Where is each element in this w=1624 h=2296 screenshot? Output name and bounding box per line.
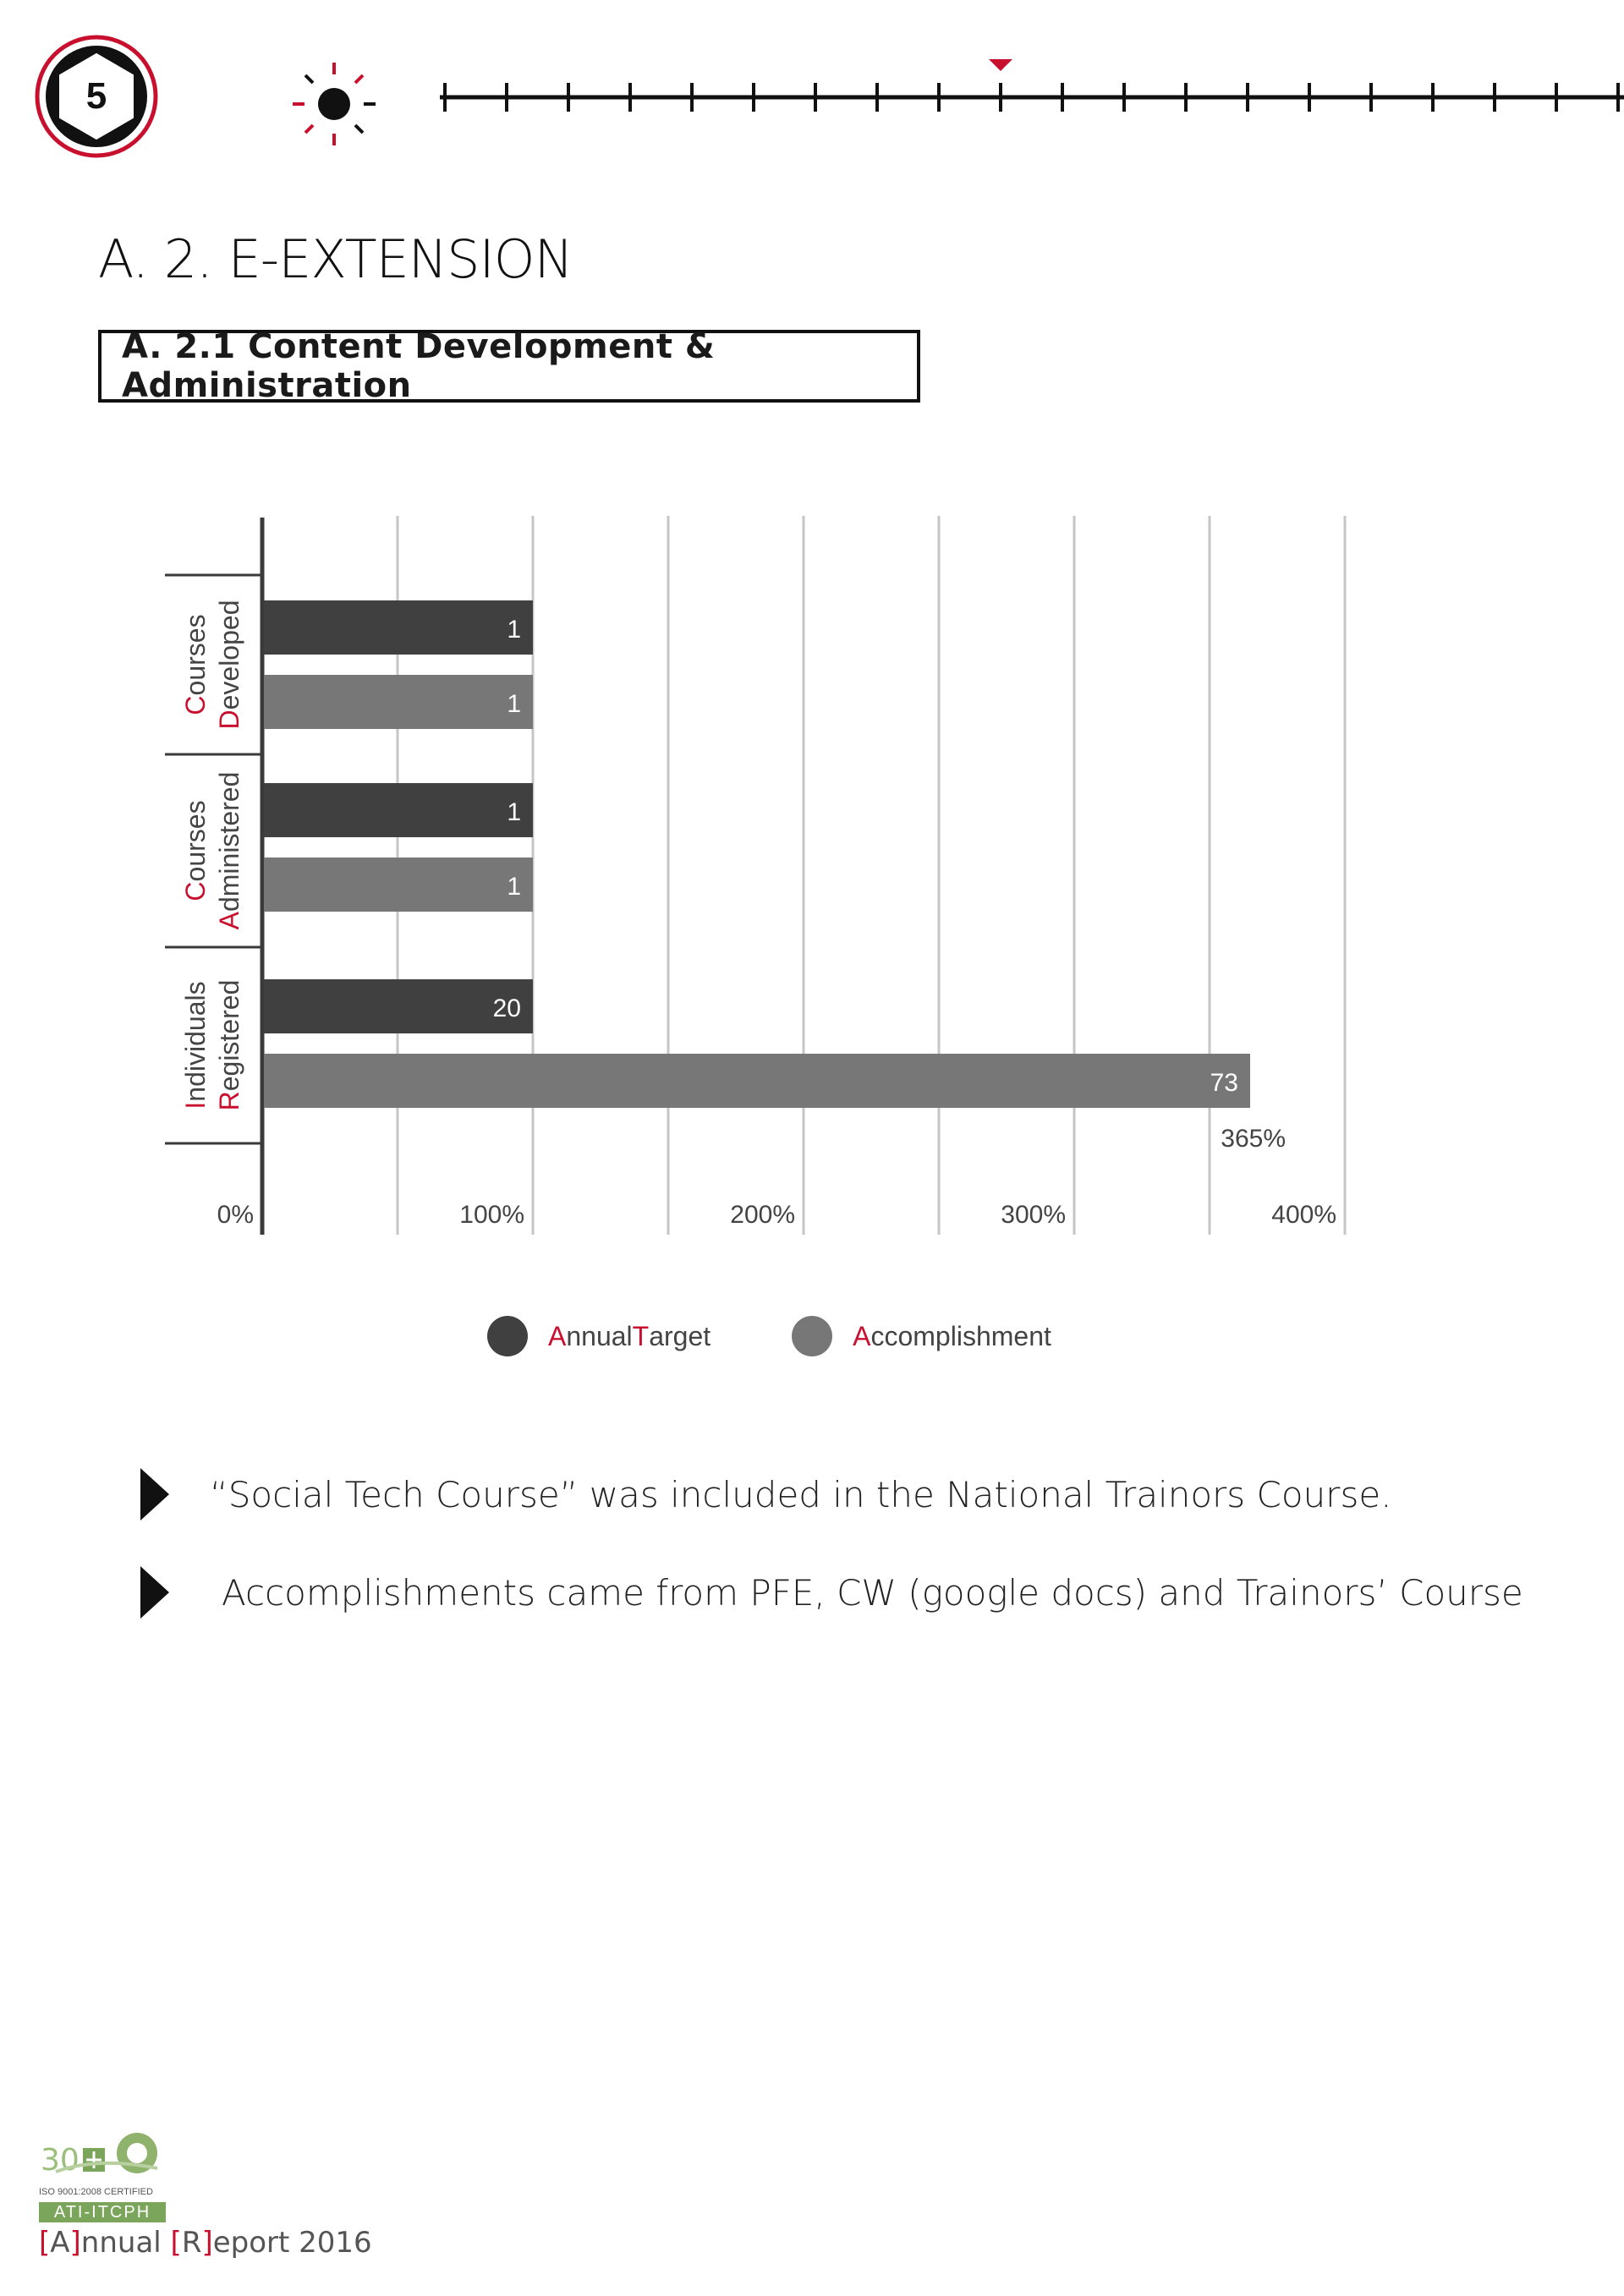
- tick-label: 0%: [217, 1201, 254, 1229]
- bar: [264, 675, 533, 729]
- category-initial: R: [214, 1091, 244, 1111]
- note-text: Accomplishments came from PFE, CW (google docs) and Trainors’ Course: [222, 1571, 1523, 1614]
- category-label: [180, 600, 244, 730]
- tick-label: 100%: [459, 1201, 524, 1229]
- timeline-ruler: [440, 51, 1624, 127]
- legend-dot-annual-target: [487, 1316, 528, 1356]
- subsection-title: A. 2.1 Content Development & Administration: [122, 327, 716, 405]
- category-label-line: [180, 800, 211, 901]
- svg-text:30: 30: [41, 2143, 80, 2178]
- category-text: ndividuals: [180, 981, 211, 1102]
- legend-item-annual-target: [487, 1316, 710, 1356]
- page-number-badge: [34, 34, 159, 159]
- bar: [264, 600, 533, 655]
- tick-label: 200%: [730, 1201, 795, 1229]
- legend-text: nnual: [566, 1320, 633, 1351]
- report-initial: A: [50, 2226, 70, 2260]
- category-text: ourses: [180, 800, 211, 882]
- category-initial: C: [180, 695, 211, 715]
- annotation-label: 365%: [1221, 1125, 1286, 1153]
- data-label: 1: [507, 873, 521, 901]
- page-number: 5: [85, 75, 107, 117]
- note-item: [140, 1468, 1392, 1521]
- footer-logo: [39, 2131, 174, 2241]
- annual-report-label: [39, 2226, 372, 2260]
- category-text: dministered: [214, 771, 244, 912]
- bar: [264, 1054, 1250, 1108]
- subsection-box: [98, 327, 920, 405]
- bracket-glyph: ]: [201, 2226, 213, 2260]
- triangle-bullet-icon: [140, 1566, 169, 1619]
- category-label: [180, 980, 244, 1111]
- category-label-line: [180, 614, 211, 715]
- bar-chart: [0, 490, 1624, 1438]
- category-label-line: [214, 772, 244, 930]
- data-label: 1: [507, 798, 521, 826]
- category-text: eveloped: [214, 600, 244, 710]
- bracket-glyph: ]: [69, 2226, 81, 2260]
- legend-text: arget: [649, 1320, 711, 1351]
- category-text: ourses: [180, 614, 211, 696]
- legend-dot-accomplishment: [792, 1316, 832, 1356]
- category-label-line: [180, 981, 211, 1109]
- legend-item-accomplishment: [792, 1316, 1051, 1356]
- legend-text: ccomplishment: [870, 1320, 1051, 1351]
- bar: [264, 783, 533, 837]
- chart-legend: [487, 1316, 1051, 1356]
- category-label-line: [214, 980, 244, 1111]
- category-initial: C: [180, 881, 211, 901]
- bar: [264, 858, 533, 912]
- data-label: 1: [507, 616, 521, 644]
- org-badge: ATI-ITCPH: [39, 2202, 166, 2222]
- sun-icon: [288, 58, 381, 151]
- category-initial: D: [214, 710, 244, 730]
- legend-initial: A: [548, 1320, 567, 1351]
- triangle-bullet-icon: [140, 1468, 169, 1521]
- category-initial: A: [214, 912, 244, 930]
- category-initial: I: [180, 1101, 211, 1110]
- category-label-line: [214, 600, 244, 730]
- legend-initial: T: [632, 1320, 650, 1351]
- report-initial: R: [181, 2226, 202, 2260]
- section-title: A. 2. E-EXTENSION: [98, 228, 573, 290]
- iso-text: ISO 9001:2008 CERTIFIED: [39, 2187, 153, 2197]
- legend-initial: A: [853, 1320, 871, 1351]
- category-label: [180, 772, 244, 930]
- timeline-marker-icon: [989, 59, 1012, 71]
- data-label: 1: [507, 690, 521, 718]
- note-text: “Social Tech Course” was included in the National Trainors Course.: [210, 1473, 1392, 1515]
- bracket-glyph: [: [170, 2226, 182, 2260]
- data-label: 73: [1210, 1069, 1238, 1097]
- data-label: 20: [492, 995, 521, 1022]
- note-item: [140, 1566, 1523, 1619]
- report-text: nnual: [80, 2226, 171, 2260]
- bracket-glyph: [: [39, 2226, 51, 2260]
- tick-label: 400%: [1271, 1201, 1336, 1229]
- tick-label: 300%: [1001, 1201, 1066, 1229]
- category-text: egistered: [214, 979, 244, 1092]
- report-text: eport 2016: [212, 2226, 372, 2260]
